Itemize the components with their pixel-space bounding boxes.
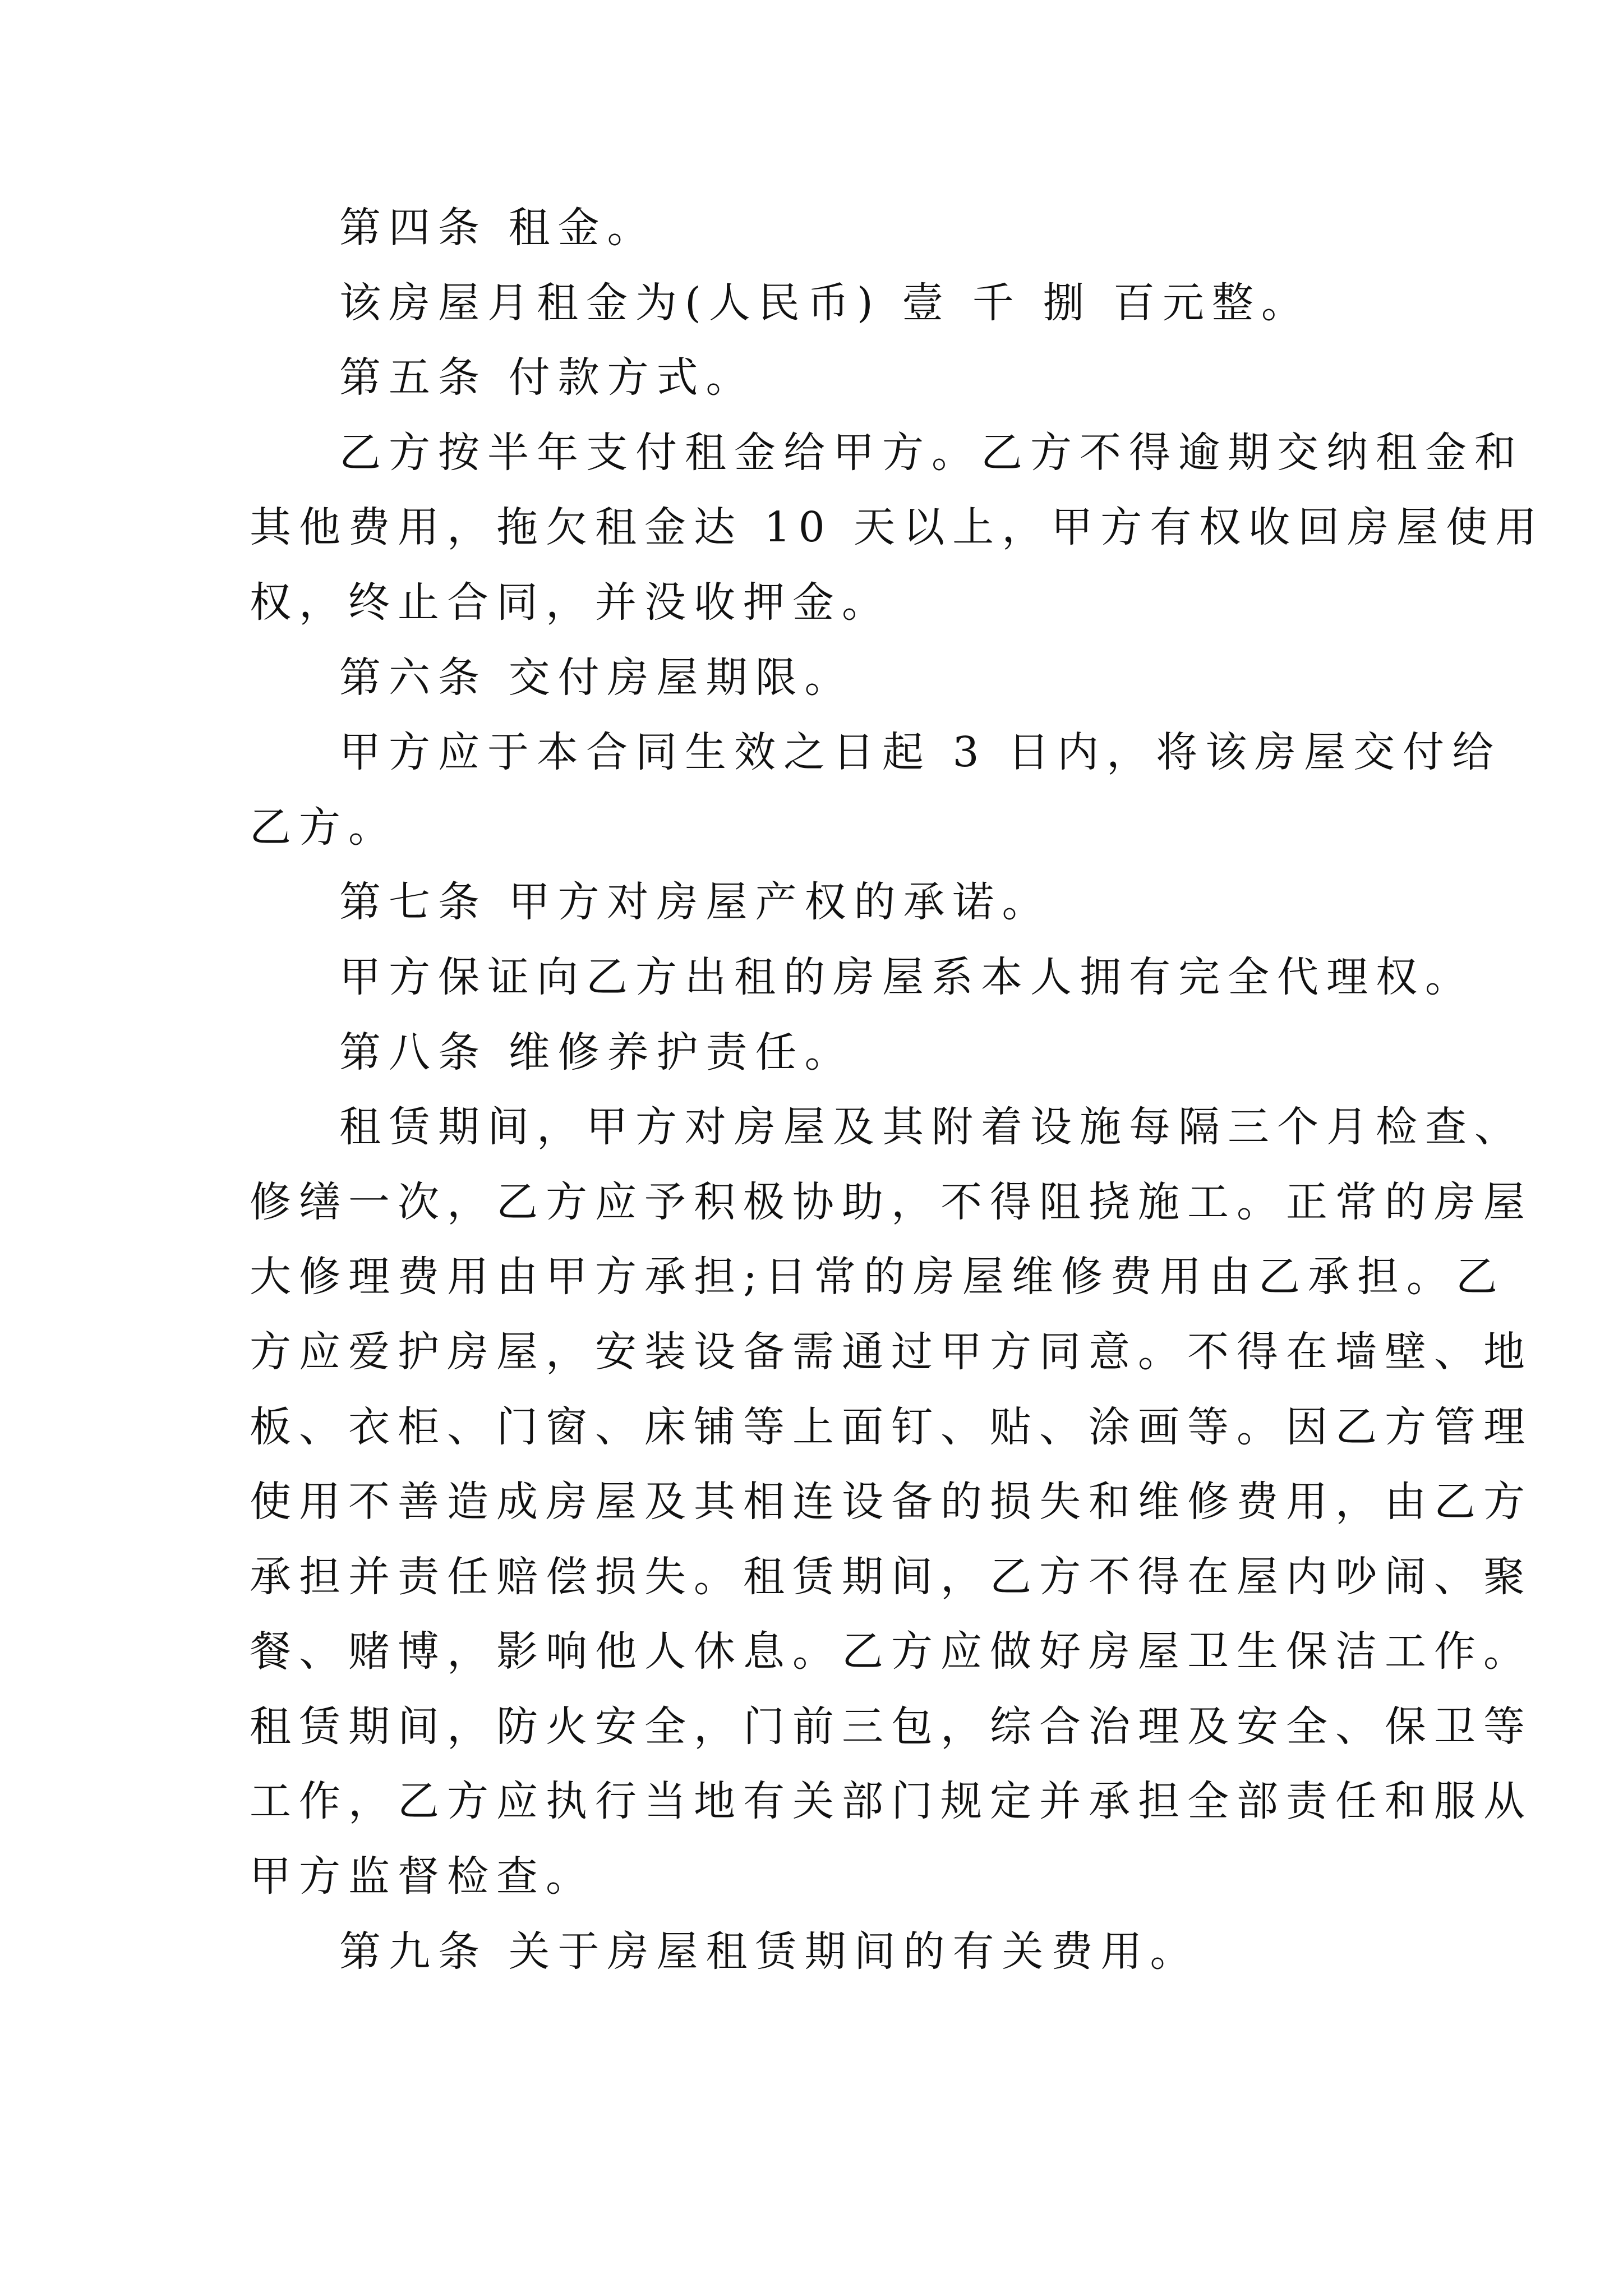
article-8-heading — [250, 1015, 1382, 1091]
text-line: 承担并责任赔偿损失。租赁期间，乙方不得在屋内吵闹、聚 — [250, 1552, 1533, 1601]
text-line: 租赁期间，甲方对房屋及其附着设施每隔三个月检查、 — [339, 1103, 1524, 1152]
text-line: 乙方按半年支付租金给甲方。乙方不得逾期交纳租金和 — [339, 428, 1524, 477]
text-line: 工作，乙方应执行当地有关部门规定并承担全部责任和服从 — [250, 1777, 1533, 1826]
article-5-heading — [250, 341, 1382, 416]
text-line: 修缮一次，乙方应予积极协助，不得阻挠施工。正常的房屋 — [250, 1177, 1533, 1226]
article-7-paragraph — [250, 940, 1474, 1015]
text-line: 该房屋月租金为(人民币) 壹 千 捌 百元整。 — [339, 278, 1311, 327]
text-line: 第五条 付款方式。 — [339, 353, 755, 402]
text-line: 甲方应于本合同生效之日起 3 日内，将该房屋交付给 — [339, 728, 1502, 777]
text-line: 餐、赌博，影响他人休息。乙方应做好房屋卫生保洁工作。 — [250, 1627, 1533, 1676]
text-line: 板、衣柜、门窗、床铺等上面钉、贴、涂画等。因乙方管理 — [250, 1402, 1533, 1451]
text-line: 大修理费用由甲方承担;日常的房屋维修费用由乙承担。乙 — [250, 1253, 1505, 1301]
article-5-paragraph — [250, 416, 1545, 641]
article-6-heading — [250, 641, 1382, 716]
text-line: 第七条 甲方对房屋产权的承诺。 — [339, 878, 1052, 927]
text-line: 权，终止合同，并没收押金。 — [250, 578, 891, 627]
article-9-heading — [250, 1915, 1382, 1990]
article-6-paragraph — [250, 715, 1502, 865]
text-line: 第九条 关于房屋租赁期间的有关费用。 — [339, 1927, 1200, 1976]
text-line: 方应爱护房屋，安装设备需通过甲方同意。不得在墙壁、地 — [250, 1327, 1533, 1376]
text-line: 第四条 租金。 — [339, 204, 657, 252]
article-4-paragraph — [250, 266, 1382, 341]
text-line: 第六条 交付房屋期限。 — [339, 653, 854, 702]
text-line: 其他费用，拖欠租金达 10 天以上，甲方有权收回房屋使用 — [250, 503, 1545, 552]
article-4-heading — [250, 191, 1382, 266]
text-line: 甲方监督检查。 — [250, 1852, 595, 1901]
text-line: 第八条 维修养护责任。 — [339, 1028, 854, 1076]
article-8-paragraph — [250, 1090, 1533, 1915]
text-line: 租赁期间，防火安全，门前三包，综合治理及安全、保卫等 — [250, 1702, 1533, 1751]
text-line: 使用不善造成房屋及其相连设备的损失和维修费用，由乙方 — [250, 1478, 1533, 1526]
text-line: 甲方保证向乙方出租的房屋系本人拥有完全代理权。 — [339, 953, 1474, 1001]
document-body — [250, 191, 1545, 1989]
text-line: 乙方。 — [250, 803, 398, 852]
article-7-heading — [250, 865, 1382, 940]
